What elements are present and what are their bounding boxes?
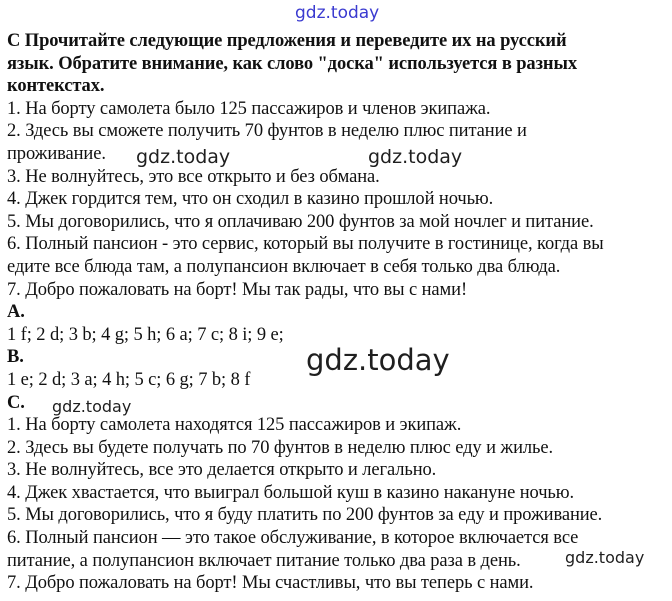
section-c-line: 4. Джек хвастается, что выиграл большой куш в казино накануне ночью.	[7, 482, 575, 503]
task-instructions	[7, 30, 669, 98]
sentence-line: едите все блюда там, а полупансион включает в себя только два блюда.	[7, 256, 561, 277]
sentence-line: 5. Мы договорились, что я оплачиваю 200 фунтов за мой ночлег и питание.	[7, 211, 594, 232]
section-c	[7, 392, 669, 595]
section-c-line: 5. Мы договорились, что я буду платить по 200 фунтов за еду и проживание.	[7, 505, 603, 526]
watermark-small-right: gdz.today	[565, 548, 645, 567]
section-c-line: питание, а полупансион включает питание только два раза в день.	[7, 550, 521, 571]
sentence-line: 2. Здесь вы сможете получить 70 фунтов в неделю плюс питание и	[7, 121, 527, 142]
watermark-center: gdz.today	[306, 343, 450, 377]
watermark-right: gdz.today	[368, 146, 463, 168]
section-c-line: 1. На борту самолета находятся 125 пассажиров и экипаж.	[7, 415, 462, 436]
section-b-answers: 1 e; 2 d; 3 a; 4 h; 5 c; 6 g; 7 b; 8 f	[7, 369, 251, 390]
watermark-left: gdz.today	[136, 146, 231, 168]
section-a-label: A.	[7, 302, 25, 323]
task-title-line: контекстах.	[7, 76, 105, 97]
sentence-line: 1. На борту самолета было 125 пассажиров и членов экипажа.	[7, 98, 491, 119]
sentence-line: 4. Джек гордится тем, что он сходил в казино прошлой ночью.	[7, 189, 494, 210]
sentence-line: 7. Добро пожаловать на борт! Мы так рады, что вы с нами!	[7, 279, 467, 300]
section-c-line: 7. Добро пожаловать на борт! Мы счастливы, что вы теперь с нами.	[7, 573, 534, 594]
watermark-top: gdz.today	[295, 3, 380, 23]
sentence-line: 6. Полный пансион - это сервис, который вы получите в гостинице, когда вы	[7, 234, 604, 255]
document-body	[7, 30, 669, 595]
section-c-line: 2. Здесь вы будете получать по 70 фунтов в неделю плюс еду и жилье.	[7, 437, 553, 458]
section-b-label: B.	[7, 347, 24, 368]
section-c-line: 6. Полный пансион — это такое обслуживание, в которое включается все	[7, 528, 579, 549]
task-sentences	[7, 98, 669, 301]
section-a	[7, 301, 669, 346]
watermark-small-left: gdz.today	[52, 397, 132, 416]
sentence-line: 3. Не волнуйтесь, это все открыто и без обмана.	[7, 166, 380, 187]
section-a-answers: 1 f; 2 d; 3 b; 4 g; 5 h; 6 a; 7 c; 8 i; 9 e;	[7, 324, 284, 345]
sentence-line: проживание.	[7, 143, 106, 164]
task-title-line: C Прочитайте следующие предложения и переведите их на русский	[7, 31, 567, 51]
section-c-label: C.	[7, 392, 25, 413]
section-c-line: 3. Не волнуйтесь, все это делается открыто и легально.	[7, 460, 437, 481]
section-b	[7, 346, 669, 391]
task-title-line: язык. Обратите внимание, как слово "доска" используется в разных	[7, 53, 577, 74]
